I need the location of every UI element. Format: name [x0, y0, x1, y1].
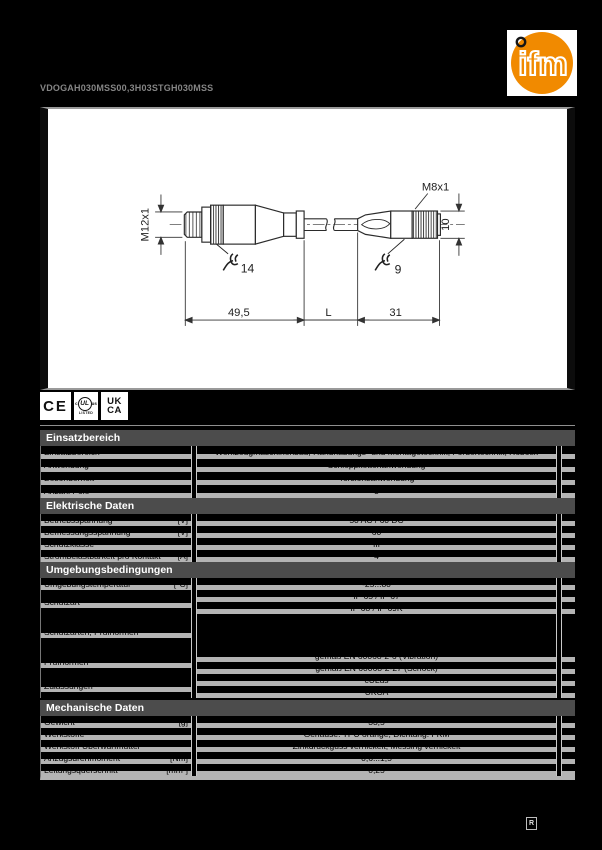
- table-right-margin: [562, 650, 575, 674]
- spec-value: 0,25: [368, 765, 385, 775]
- spec-value: IP 65: gemäß EN 60529: [330, 615, 423, 625]
- spec-value: cULus: [364, 675, 389, 685]
- section-body: [40, 578, 575, 698]
- spec-row: [41, 526, 575, 538]
- cable-drawing: [48, 109, 567, 388]
- spec-row: [41, 472, 575, 485]
- spec-label: Anzahl Pole: [44, 486, 90, 496]
- spec-value: 4: [374, 551, 379, 561]
- spec-row: [41, 514, 575, 526]
- spec-unit: [Nm]: [170, 753, 188, 763]
- spec-value: -25...80: [362, 579, 391, 589]
- spec-value: III: [372, 539, 381, 549]
- table-right-margin: [562, 472, 575, 485]
- ul-listed-mark-icon: [74, 392, 98, 420]
- product-code: VDOGAH030MSS00,3H03STGH030MSS: [40, 83, 214, 93]
- table-right-margin: [562, 446, 575, 459]
- m12-connector: [184, 205, 304, 244]
- spec-row: [41, 459, 575, 472]
- spec-row: [41, 740, 575, 752]
- ul-c: c: [75, 400, 78, 406]
- dim-L-label: L: [325, 307, 332, 320]
- technical-drawing-panel: [40, 107, 575, 390]
- dim-31-label: 31: [389, 307, 402, 320]
- wrench-9-label: 9: [394, 262, 402, 277]
- section-title: Einsatzbereich: [40, 430, 575, 446]
- ukca-line1: UK: [107, 396, 122, 407]
- spec-value: IP 65 / IP 67: [353, 591, 400, 601]
- spec-row: [41, 538, 575, 550]
- table-right-margin: [562, 728, 575, 740]
- table-right-margin: [562, 459, 575, 472]
- spec-row: [41, 446, 575, 459]
- spec-tables: [40, 425, 575, 780]
- ul-listed-caption: LISTED: [78, 410, 94, 415]
- spec-label: Leitungsquerschnitt: [44, 765, 118, 775]
- spec-label: Zulassungen: [44, 681, 93, 691]
- spec-row: [41, 550, 575, 562]
- spec-unit: [g]: [178, 717, 188, 727]
- spec-value: 0,6...1,5: [361, 753, 392, 763]
- table-right-margin: [562, 550, 575, 562]
- page-mark: R: [526, 817, 537, 830]
- section-body: [40, 446, 575, 498]
- ukca-mark-icon: [101, 392, 128, 420]
- spec-value: Schleppkettenanwendung: [327, 460, 426, 470]
- spec-label: Besonderheit: [44, 473, 95, 483]
- spec-label: Schutzarten, Prüfnormen: [44, 627, 139, 637]
- table-right-margin: [562, 740, 575, 752]
- spec-label: Prüfnormen: [44, 657, 89, 667]
- table-right-margin: [562, 526, 575, 538]
- ce-mark-icon: CE: [40, 392, 71, 420]
- ul-us: us: [91, 400, 97, 406]
- spec-row: [41, 578, 575, 590]
- spec-label: Anwendung: [44, 460, 89, 470]
- spec-label: Umgebungstemperatur: [44, 579, 131, 589]
- spec-value: IP 67: gemäß EN 60529: [330, 627, 423, 637]
- dia10-label: 10: [440, 218, 453, 231]
- spec-value: IP 68: gemäß EN 60529: [330, 639, 423, 649]
- spec-label: Schutzart: [44, 597, 80, 607]
- table-right-margin: [562, 578, 575, 590]
- table-right-margin: [562, 538, 575, 550]
- spec-value: Werkzeugmaschinenbau; Handhabungs- und Montagetechnik; Fördertechnik; Robotik: [214, 447, 539, 457]
- spec-label: Werkstoffe: [44, 729, 85, 739]
- wrench-14-icon: [216, 244, 237, 270]
- spec-label: Einsatzbereich: [44, 447, 100, 457]
- m8-leader-line: [415, 193, 428, 209]
- spec-unit: [°C]: [173, 579, 188, 589]
- spec-row: [41, 728, 575, 740]
- spec-value: gemäß EN 60068-2-6 (Vibration): [314, 651, 439, 661]
- ukca-line2: CA: [107, 405, 122, 416]
- spec-label: Werkstoff Überwurfmutter: [44, 741, 141, 751]
- m12-label: M12x1: [139, 207, 152, 242]
- ifm-logo: [507, 30, 577, 96]
- spec-unit: [mm²]: [166, 765, 188, 775]
- wrench-14-label: 14: [240, 261, 255, 276]
- spec-row: [41, 590, 575, 614]
- ul-circle: UL: [78, 397, 92, 411]
- spec-row: [41, 674, 575, 698]
- spec-row: [41, 650, 575, 674]
- section-body: [40, 716, 575, 780]
- spec-label: Bemessungsspannung: [44, 527, 131, 537]
- m8-connector: [358, 211, 441, 238]
- spec-value: 50 AC / 60 DC: [349, 515, 404, 525]
- section-title: Elektrische Daten: [40, 498, 575, 514]
- spec-label: Gewicht: [44, 717, 75, 727]
- m8-label: M8x1: [421, 181, 450, 194]
- spec-label: Strombelastbarkeit pro Kontakt: [44, 551, 161, 561]
- table-right-margin: [562, 590, 575, 614]
- spec-row: [41, 485, 575, 498]
- table-right-margin: [562, 674, 575, 698]
- spec-unit: [V]: [177, 527, 188, 537]
- spec-value: gemäß EN 60068-2-27 (Schock): [315, 663, 438, 673]
- table-right-margin: [562, 764, 575, 776]
- table-right-margin: [562, 485, 575, 498]
- spec-label: Anzugsdrehmoment: [44, 753, 121, 763]
- ifm-logo-icon: [507, 30, 577, 96]
- ifm-logo-text: ifm: [518, 45, 568, 82]
- spec-row: [41, 752, 575, 764]
- section-title: Mechanische Daten: [40, 700, 575, 716]
- table-right-margin: [562, 514, 575, 526]
- spec-section: [40, 498, 575, 562]
- spec-unit: [A]: [177, 551, 188, 561]
- spec-value: Zinkdruckguss vernickelt; Messing vernickelt: [292, 741, 461, 751]
- certification-marks: [40, 392, 128, 420]
- spec-row: [41, 716, 575, 728]
- spec-label: Betriebsspannung: [44, 515, 113, 525]
- spec-row: [41, 764, 575, 776]
- section-body: [40, 514, 575, 562]
- spec-value: 3: [374, 486, 379, 496]
- spec-value: UKCA: [364, 687, 389, 697]
- spec-row: [41, 614, 575, 650]
- spec-section: [40, 700, 575, 780]
- table-right-margin: [562, 716, 575, 728]
- spec-value: Torsionsanwendung: [338, 473, 415, 483]
- spec-value: 33,5: [368, 717, 385, 727]
- spec-value: Gehäuse: TPU orange; Dichtung: FKM: [303, 729, 450, 739]
- table-right-margin: [562, 752, 575, 764]
- spec-value: IP 68 / IP 69K: [350, 603, 403, 613]
- spec-unit: [V]: [177, 515, 188, 525]
- spec-section: [40, 562, 575, 698]
- spec-label: Schutzklasse: [44, 539, 95, 549]
- spec-section: [40, 430, 575, 498]
- section-title: Umgebungsbedingungen: [40, 562, 575, 578]
- table-right-margin: [562, 614, 575, 650]
- dim-49-5-label: 49,5: [227, 307, 250, 320]
- spec-value: 60: [371, 527, 382, 537]
